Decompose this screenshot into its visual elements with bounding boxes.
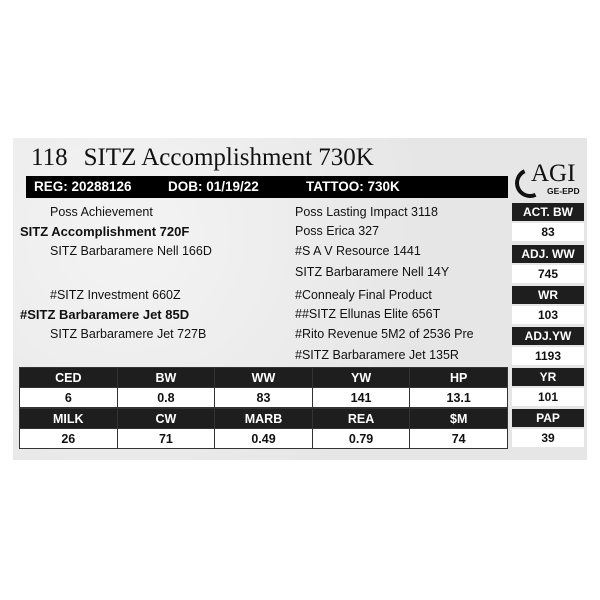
epd-value-cw: 71 <box>117 429 215 449</box>
pedigree-right-item: #Connealy Final Product <box>295 288 432 302</box>
adj-yw-value: 1193 <box>512 347 584 365</box>
adj-ww-label: ADJ. WW <box>512 245 584 263</box>
yr-value: 101 <box>512 388 584 406</box>
pedigree-right-item: #Rito Revenue 5M2 of 2536 Pre <box>295 327 474 341</box>
adj-yw-label: ADJ.YW <box>512 327 584 345</box>
pedigree-right-item: Poss Lasting Impact 3118 <box>295 205 438 219</box>
pedigree-dam-sire: #SITZ Investment 660Z <box>50 288 181 302</box>
pedigree-right-item: SITZ Barbaramere Nell 14Y <box>295 265 450 279</box>
epd-header-rea: REA <box>312 409 410 429</box>
registration-bar <box>26 176 508 198</box>
logo-subtext: GE-EPD <box>547 186 580 196</box>
epd-value-dollar-m: 74 <box>410 429 508 449</box>
reg-number: REG: 20288126 <box>34 179 132 194</box>
wr-value: 103 <box>512 306 584 324</box>
logo-text: AGI <box>531 160 576 187</box>
pedigree-right-item: Poss Erica 327 <box>295 224 380 238</box>
pap-value: 39 <box>512 429 584 447</box>
wr-label: WR <box>512 286 584 304</box>
epd-header-row <box>20 368 508 388</box>
pedigree-dam: #SITZ Barbaramere Jet 85D <box>20 307 190 322</box>
yr-label: YR <box>512 368 584 386</box>
act-bw-label: ACT. BW <box>512 203 584 221</box>
bull-name: SITZ Accomplishment 730K <box>83 144 374 171</box>
pedigree-sire-dam: SITZ Barbaramere Nell 166D <box>50 244 212 258</box>
bull-card <box>13 138 587 460</box>
epd-value-milk: 26 <box>20 429 118 449</box>
pedigree-right-item: #SITZ Barbaramere Jet 135R <box>295 348 459 362</box>
epd-value-bw: 0.8 <box>117 388 215 408</box>
epd-header-milk: MILK <box>20 409 118 429</box>
epd-header-bw: BW <box>117 368 215 388</box>
epd-header-ced: CED <box>20 368 118 388</box>
dob: DOB: 01/19/22 <box>168 179 259 194</box>
epd-header-marb: MARB <box>215 409 313 429</box>
epd-header-cw: CW <box>117 409 215 429</box>
epd-value-ww: 83 <box>215 388 313 408</box>
pap-label: PAP <box>512 409 584 427</box>
pedigree-right-item: ##SITZ Ellunas Elite 656T <box>295 307 441 321</box>
pedigree-sire: SITZ Accomplishment 720F <box>20 224 190 239</box>
agi-logo <box>513 158 587 198</box>
adj-ww-value: 745 <box>512 265 584 283</box>
epd-header-ww: WW <box>215 368 313 388</box>
epd-table-carcass <box>19 408 508 449</box>
pedigree-right-item: #S A V Resource 1441 <box>295 244 421 258</box>
epd-table-growth <box>19 367 508 408</box>
epd-value-marb: 0.49 <box>215 429 313 449</box>
epd-value-rea: 0.79 <box>312 429 410 449</box>
pedigree-sire-sire: Poss Achievement <box>50 205 153 219</box>
epd-value-yw: 141 <box>312 388 410 408</box>
epd-header-hp: HP <box>410 368 508 388</box>
epd-value-ced: 6 <box>20 388 118 408</box>
epd-header-row <box>20 409 508 429</box>
tattoo: TATTOO: 730K <box>306 179 400 194</box>
epd-value-row <box>20 429 508 449</box>
lot-title <box>31 144 374 172</box>
epd-value-hp: 13.1 <box>410 388 508 408</box>
act-bw-value: 83 <box>512 223 584 241</box>
epd-header-yw: YW <box>312 368 410 388</box>
epd-value-row <box>20 388 508 408</box>
pedigree-dam-dam: SITZ Barbaramere Jet 727B <box>50 327 207 341</box>
epd-header-dollar-m: $M <box>410 409 508 429</box>
lot-number: 118 <box>31 144 68 171</box>
